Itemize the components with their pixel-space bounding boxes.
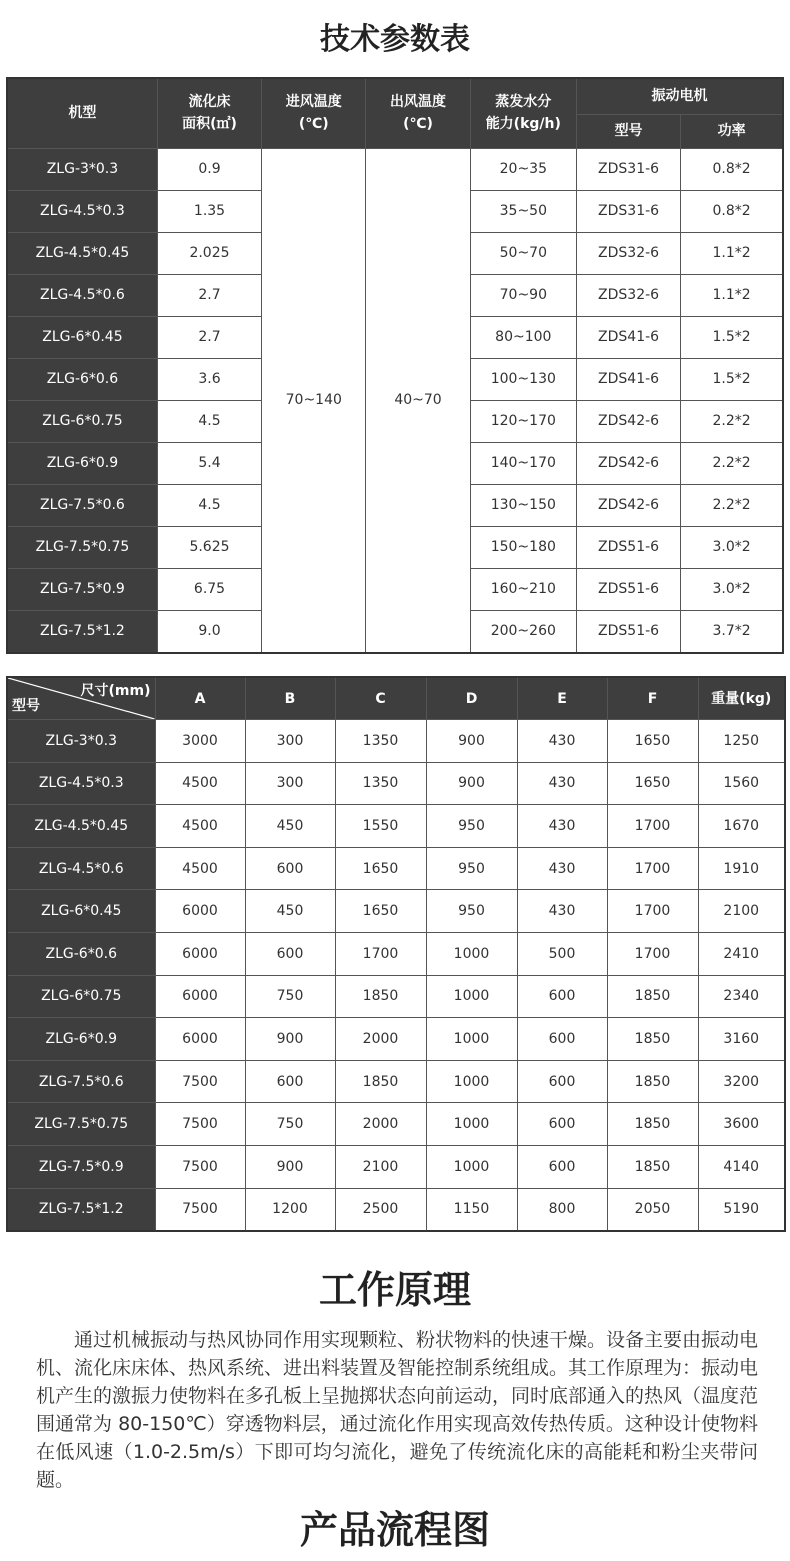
value-cell: 1850	[335, 975, 426, 1018]
motor-power-cell: 1.1*2	[681, 232, 783, 274]
value-cell: 450	[245, 805, 335, 848]
value-cell: 1350	[335, 762, 426, 805]
dimension-row	[7, 1018, 785, 1061]
principle-title: 工作原理	[318, 1268, 471, 1312]
value-cell: 1200	[245, 1188, 335, 1231]
dimension-row	[7, 1103, 785, 1146]
value-cell: 4140	[698, 1145, 785, 1188]
evaporation-cell: 100~130	[470, 358, 576, 400]
model-cell: ZLG-7.5*0.75	[7, 526, 157, 568]
value-cell: 2100	[335, 1145, 426, 1188]
dimension-row	[7, 975, 785, 1018]
model-cell: ZLG-4.5*0.3	[7, 762, 155, 805]
value-cell: 2500	[335, 1188, 426, 1231]
bed-area-cell: 5.4	[157, 442, 261, 484]
motor-model-cell: ZDS31-6	[576, 190, 680, 232]
value-cell: 430	[517, 890, 607, 933]
value-cell: 1700	[335, 932, 426, 975]
header-motor-power: 功率	[681, 114, 783, 148]
value-cell: 1850	[607, 1018, 698, 1061]
dimension-row	[7, 890, 785, 933]
value-cell: 750	[245, 1103, 335, 1146]
header-vibration-motor: 振动电机	[576, 78, 783, 114]
model-cell: ZLG-4.5*0.45	[7, 805, 155, 848]
model-cell: ZLG-7.5*0.9	[7, 1145, 155, 1188]
evaporation-cell: 160~210	[470, 568, 576, 610]
bed-area-cell: 2.7	[157, 316, 261, 358]
header-col: F	[607, 677, 698, 720]
value-cell: 1350	[335, 720, 426, 763]
model-cell: ZLG-6*0.6	[7, 358, 157, 400]
value-cell: 1000	[426, 1018, 517, 1061]
value-cell: 1850	[607, 1103, 698, 1146]
value-cell: 1910	[698, 847, 785, 890]
flow-title: 产品流程图	[299, 1508, 490, 1552]
value-cell: 7500	[155, 1060, 245, 1103]
model-cell: ZLG-4.5*0.3	[7, 190, 157, 232]
principle-paragraph: 通过机械振动与热风协同作用实现颗粒、粉状物料的快速干燥。设备主要由振动电机、流化床床体、热风系统、进出料装置及智能控制系统组成。其工作原理为：振动电机产生的激振力使物料在多孔板上呈抛掷状态向前运动，同时底部通入的热风（温度范围通常为 80-150℃）穿透物料层，通过流化作用实现高效传热传质。这种设计使物料在低风速（1.0-2.5m/s）下即可均匀流化，避免了传统流化床的高能耗和粉尘夹带问题。	[36, 1329, 759, 1491]
motor-model-cell: ZDS42-6	[576, 484, 680, 526]
value-cell: 2410	[698, 932, 785, 975]
value-cell: 1650	[607, 720, 698, 763]
value-cell: 1850	[607, 1145, 698, 1188]
motor-model-cell: ZDS42-6	[576, 442, 680, 484]
value-cell: 4500	[155, 762, 245, 805]
header-col: D	[426, 677, 517, 720]
header-col: B	[245, 677, 335, 720]
motor-model-cell: ZDS31-6	[576, 148, 680, 190]
value-cell: 7500	[155, 1145, 245, 1188]
bed-area-cell: 0.9	[157, 148, 261, 190]
motor-model-cell: ZDS51-6	[576, 610, 680, 653]
header-motor-model: 型号	[576, 114, 680, 148]
model-cell: ZLG-6*0.45	[7, 316, 157, 358]
model-cell: ZLG-6*0.45	[7, 890, 155, 933]
dimension-row	[7, 1188, 785, 1231]
value-cell: 430	[517, 847, 607, 890]
motor-power-cell: 0.8*2	[681, 148, 783, 190]
dimension-row	[7, 805, 785, 848]
value-cell: 1650	[335, 890, 426, 933]
value-cell: 6000	[155, 1018, 245, 1061]
value-cell: 1000	[426, 932, 517, 975]
value-cell: 430	[517, 762, 607, 805]
outlet-temp-cell: 40~70	[366, 148, 470, 653]
value-cell: 950	[426, 847, 517, 890]
motor-power-cell: 2.2*2	[681, 400, 783, 442]
model-cell: ZLG-7.5*0.75	[7, 1103, 155, 1146]
value-cell: 2050	[607, 1188, 698, 1231]
motor-model-cell: ZDS32-6	[576, 274, 680, 316]
value-cell: 600	[517, 1060, 607, 1103]
value-cell: 2340	[698, 975, 785, 1018]
bed-area-cell: 2.025	[157, 232, 261, 274]
value-cell: 900	[245, 1018, 335, 1061]
value-cell: 900	[426, 720, 517, 763]
motor-power-cell: 3.0*2	[681, 526, 783, 568]
value-cell: 600	[245, 932, 335, 975]
evaporation-cell: 20~35	[470, 148, 576, 190]
motor-power-cell: 2.2*2	[681, 442, 783, 484]
model-cell: ZLG-7.5*0.6	[7, 1060, 155, 1103]
value-cell: 300	[245, 720, 335, 763]
bed-area-cell: 2.7	[157, 274, 261, 316]
value-cell: 1560	[698, 762, 785, 805]
evaporation-cell: 200~260	[470, 610, 576, 653]
header-bed-area: 流化床 面积(㎡)	[157, 78, 261, 148]
spec-row	[7, 148, 783, 190]
motor-power-cell: 2.2*2	[681, 484, 783, 526]
specs-title: 技术参数表	[320, 22, 470, 57]
dimension-row	[7, 720, 785, 763]
value-cell: 3200	[698, 1060, 785, 1103]
value-cell: 1000	[426, 975, 517, 1018]
value-cell: 3000	[155, 720, 245, 763]
value-cell: 3160	[698, 1018, 785, 1061]
header-col: 重量(kg)	[698, 677, 785, 720]
evaporation-cell: 130~150	[470, 484, 576, 526]
value-cell: 1000	[426, 1103, 517, 1146]
motor-model-cell: ZDS51-6	[576, 568, 680, 610]
motor-model-cell: ZDS41-6	[576, 316, 680, 358]
value-cell: 430	[517, 805, 607, 848]
bed-area-cell: 5.625	[157, 526, 261, 568]
header-model: 机型	[7, 78, 157, 148]
model-cell: ZLG-6*0.9	[7, 1018, 155, 1061]
header-evaporation: 蒸发水分 能力(kg/h)	[470, 78, 576, 148]
motor-power-cell: 3.0*2	[681, 568, 783, 610]
motor-power-cell: 3.7*2	[681, 610, 783, 653]
value-cell: 1700	[607, 890, 698, 933]
dimension-row	[7, 762, 785, 805]
value-cell: 950	[426, 890, 517, 933]
model-cell: ZLG-3*0.3	[7, 148, 157, 190]
bed-area-cell: 1.35	[157, 190, 261, 232]
motor-power-cell: 1.5*2	[681, 316, 783, 358]
model-cell: ZLG-7.5*0.6	[7, 484, 157, 526]
dimension-table	[6, 676, 786, 1232]
value-cell: 6000	[155, 975, 245, 1018]
value-cell: 1700	[607, 932, 698, 975]
bed-area-cell: 6.75	[157, 568, 261, 610]
spec-table	[6, 77, 784, 654]
value-cell: 4500	[155, 805, 245, 848]
value-cell: 600	[245, 847, 335, 890]
value-cell: 430	[517, 720, 607, 763]
evaporation-cell: 80~100	[470, 316, 576, 358]
evaporation-cell: 35~50	[470, 190, 576, 232]
model-cell: ZLG-4.5*0.6	[7, 847, 155, 890]
value-cell: 1550	[335, 805, 426, 848]
value-cell: 5190	[698, 1188, 785, 1231]
motor-model-cell: ZDS51-6	[576, 526, 680, 568]
value-cell: 300	[245, 762, 335, 805]
dimension-row	[7, 1145, 785, 1188]
model-cell: ZLG-7.5*1.2	[7, 1188, 155, 1231]
value-cell: 7500	[155, 1188, 245, 1231]
value-cell: 1150	[426, 1188, 517, 1231]
value-cell: 750	[245, 975, 335, 1018]
value-cell: 2100	[698, 890, 785, 933]
model-cell: ZLG-6*0.9	[7, 442, 157, 484]
value-cell: 600	[245, 1060, 335, 1103]
motor-power-cell: 1.5*2	[681, 358, 783, 400]
value-cell: 1000	[426, 1060, 517, 1103]
header-size-model	[7, 677, 155, 720]
model-cell: ZLG-7.5*0.9	[7, 568, 157, 610]
value-cell: 1650	[607, 762, 698, 805]
value-cell: 500	[517, 932, 607, 975]
motor-model-cell: ZDS41-6	[576, 358, 680, 400]
model-cell: ZLG-6*0.75	[7, 400, 157, 442]
value-cell: 1670	[698, 805, 785, 848]
evaporation-cell: 150~180	[470, 526, 576, 568]
value-cell: 600	[517, 1018, 607, 1061]
model-cell: ZLG-7.5*1.2	[7, 610, 157, 653]
header-size: 尺寸(mm)	[80, 683, 151, 699]
value-cell: 1700	[607, 847, 698, 890]
value-cell: 3600	[698, 1103, 785, 1146]
bed-area-cell: 3.6	[157, 358, 261, 400]
value-cell: 1650	[335, 847, 426, 890]
value-cell: 7500	[155, 1103, 245, 1146]
bed-area-cell: 4.5	[157, 400, 261, 442]
header-outlet-temp: 出风温度 (℃)	[366, 78, 470, 148]
motor-power-cell: 1.1*2	[681, 274, 783, 316]
dimension-row	[7, 1060, 785, 1103]
header-col: C	[335, 677, 426, 720]
value-cell: 900	[245, 1145, 335, 1188]
model-cell: ZLG-6*0.75	[7, 975, 155, 1018]
value-cell: 1700	[607, 805, 698, 848]
dimension-row	[7, 847, 785, 890]
model-cell: ZLG-4.5*0.6	[7, 274, 157, 316]
value-cell: 1850	[335, 1060, 426, 1103]
evaporation-cell: 140~170	[470, 442, 576, 484]
value-cell: 6000	[155, 932, 245, 975]
model-cell: ZLG-6*0.6	[7, 932, 155, 975]
model-cell: ZLG-4.5*0.45	[7, 232, 157, 274]
value-cell: 4500	[155, 847, 245, 890]
evaporation-cell: 50~70	[470, 232, 576, 274]
inlet-temp-cell: 70~140	[262, 148, 366, 653]
bed-area-cell: 9.0	[157, 610, 261, 653]
value-cell: 950	[426, 805, 517, 848]
value-cell: 1250	[698, 720, 785, 763]
value-cell: 1850	[607, 1060, 698, 1103]
value-cell: 600	[517, 1145, 607, 1188]
evaporation-cell: 120~170	[470, 400, 576, 442]
value-cell: 2000	[335, 1018, 426, 1061]
value-cell: 600	[517, 975, 607, 1018]
value-cell: 450	[245, 890, 335, 933]
value-cell: 800	[517, 1188, 607, 1231]
model-cell: ZLG-3*0.3	[7, 720, 155, 763]
value-cell: 1850	[607, 975, 698, 1018]
dimension-row	[7, 932, 785, 975]
motor-model-cell: ZDS42-6	[576, 400, 680, 442]
header-inlet-temp: 进风温度 (℃)	[262, 78, 366, 148]
motor-power-cell: 0.8*2	[681, 190, 783, 232]
value-cell: 6000	[155, 890, 245, 933]
header-col: A	[155, 677, 245, 720]
header-model: 型号	[12, 698, 40, 714]
evaporation-cell: 70~90	[470, 274, 576, 316]
value-cell: 900	[426, 762, 517, 805]
value-cell: 1000	[426, 1145, 517, 1188]
header-col: E	[517, 677, 607, 720]
bed-area-cell: 4.5	[157, 484, 261, 526]
motor-model-cell: ZDS32-6	[576, 232, 680, 274]
value-cell: 600	[517, 1103, 607, 1146]
value-cell: 2000	[335, 1103, 426, 1146]
